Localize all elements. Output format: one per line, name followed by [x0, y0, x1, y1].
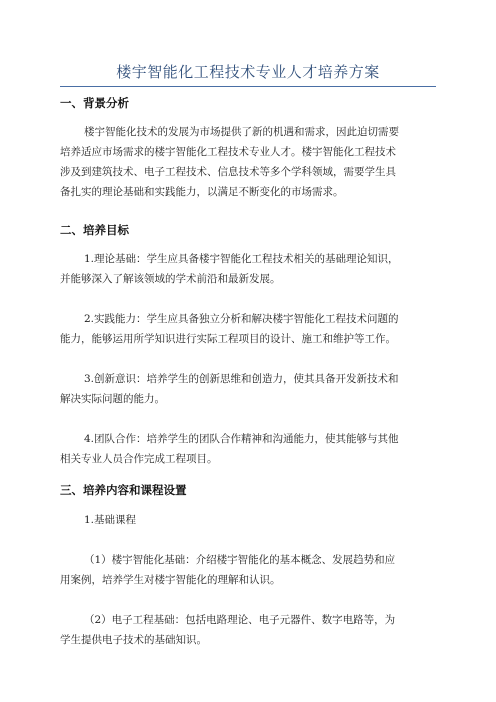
- document-title: 楼宇智能化工程技术专业人才培养方案: [116, 63, 380, 81]
- text-line: 备扎实的理论基础和实践能力，以满足不断变化的市场需求。: [60, 186, 344, 198]
- text-line: 培养适应市场需求的楼宇智能化工程技术专业人才。楼宇智能化工程技术: [60, 146, 396, 158]
- paragraph-goal-theory: [60, 249, 436, 289]
- paragraph-goal-innovation: [60, 369, 436, 409]
- text-line: 能力，能够运用所学知识进行实际工程项目的设计、施工和维护等工作。: [60, 333, 396, 345]
- section-heading-content-courses: 三、培养内容和课程设置: [60, 483, 187, 497]
- text-line: 涉及到建筑技术、电子工程技术、信息技术等多个学科领域，需要学生具: [60, 166, 396, 178]
- text-line: 解决实际问题的能力。: [60, 393, 165, 405]
- section-heading-background: 一、背景分析: [60, 96, 129, 110]
- text-line: 并能够深入了解该领域的学术前沿和最新发展。: [60, 273, 281, 285]
- text-line: 1.基础课程: [84, 514, 137, 526]
- text-line: 2.实践能力：学生应具备独立分析和解决楼宇智能化工程技术问题的: [84, 313, 399, 325]
- text-line: 4.团队合作：培养学生的团队合作精神和沟通能力，使其能够与其他: [84, 433, 399, 445]
- title-divider: [60, 86, 436, 87]
- text-line: 楼宇智能化技术的发展为市场提供了新的机遇和需求，因此迫切需要: [84, 126, 399, 138]
- text-line: 3.创新意识：培养学生的创新思维和创造力，使其具备开发新技术和: [84, 373, 399, 385]
- subheading-basic-courses: [60, 510, 436, 530]
- paragraph-course-electronics: [60, 610, 436, 650]
- text-line: 学生提供电子技术的基础知识。: [60, 634, 207, 646]
- text-line: （1）楼宇智能化基础：介绍楼宇智能化的基本概念、发展趋势和应: [84, 554, 396, 566]
- text-line: 1.理论基础：学生应具备楼宇智能化工程技术相关的基础理论知识，: [84, 253, 399, 265]
- text-line: 相关专业人员合作完成工程项目。: [60, 453, 218, 465]
- text-line: （2）电子工程基础：包括电路理论、电子元器件、数字电路等，为: [84, 614, 396, 626]
- paragraph-goal-teamwork: [60, 429, 436, 469]
- paragraph-background-analysis: [60, 122, 436, 202]
- section-heading-training-goals: 二、培养目标: [60, 223, 129, 237]
- paragraph-goal-practice: [60, 309, 436, 349]
- text-line: 用案例，培养学生对楼宇智能化的理解和认识。: [60, 574, 281, 586]
- paragraph-course-intelligent-building: [60, 550, 436, 590]
